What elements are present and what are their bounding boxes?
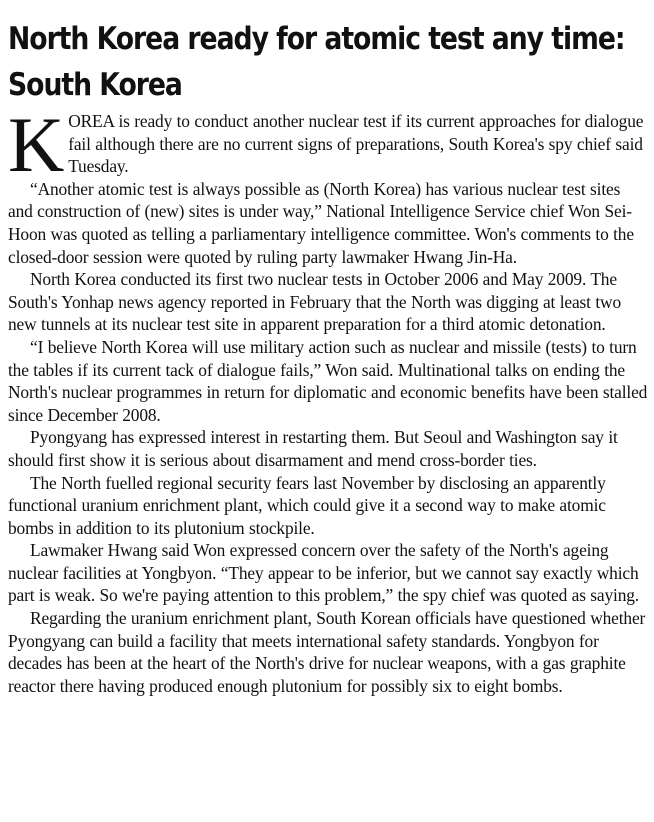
drop-cap: K	[8, 101, 65, 188]
paragraph: Pyongyang has expressed interest in restarting them. But Seoul and Washington say it should first show it is serious about disarmament and mend cross-border ties.	[8, 427, 618, 470]
lead-text: OREA is ready to conduct another nuclear test if its current approaches for dialogue fail although there are no current signs of preparations, South Korea's spy chief said Tuesday.	[68, 111, 644, 177]
paragraph: The North fuelled regional security fears last November by disclosing an apparently functional uranium enrichment plant, which could give it a second way to make atomic bombs in addition to its plutonium stockpile.	[8, 472, 606, 538]
paragraph: North Korea conducted its first two nuclear tests in October 2006 and May 2009. The South's Yonhap news agency reported in February that the North was digging at least two new tunnels at its nuclear test site in apparent preparation for a third atomic detonation.	[8, 269, 621, 335]
paragraph: “Another atomic test is always possible as (North Korea) has various nuclear test sites and construction of (new) sites is under way,” National Intelligence Service chief Won Sei-Hoon was quoted as telling a parliamentary intelligence committee. Won's comments to the closed-door session were quoted by ruling party lawmaker Hwang Jin-Ha.	[8, 178, 634, 267]
news-article	[8, 16, 648, 697]
paragraph: “I believe North Korea will use military action such as nuclear and missile (tests) to turn the tables if its current tack of dialogue fails,” Won said. Multinational talks on ending the North's nuclear programmes in return for diplomatic and economic benefits have been stalled since December 2008.	[8, 336, 648, 425]
paragraph: Regarding the uranium enrichment plant, South Korean officials have questioned whether Pyongyang can build a facility that meets international safety standards. Yongbyon for decades has been at the heart of the North's drive for nuclear weapons, with a gas graphite reactor there having produced enough plutonium for possibly six to eight bombs.	[8, 608, 646, 696]
headline: North Korea ready for atomic test any time: South Korea	[8, 21, 625, 103]
paragraph: Lawmaker Hwang said Won expressed concern over the safety of the North's ageing nuclear facilities at Yongbyon. “They appear to be inferior, but we cannot say exactly which part is weak. So we're paying attention to this problem,” the spy chief was quoted as saying.	[8, 540, 640, 606]
article-body	[8, 101, 648, 697]
lead-paragraph	[8, 101, 648, 188]
